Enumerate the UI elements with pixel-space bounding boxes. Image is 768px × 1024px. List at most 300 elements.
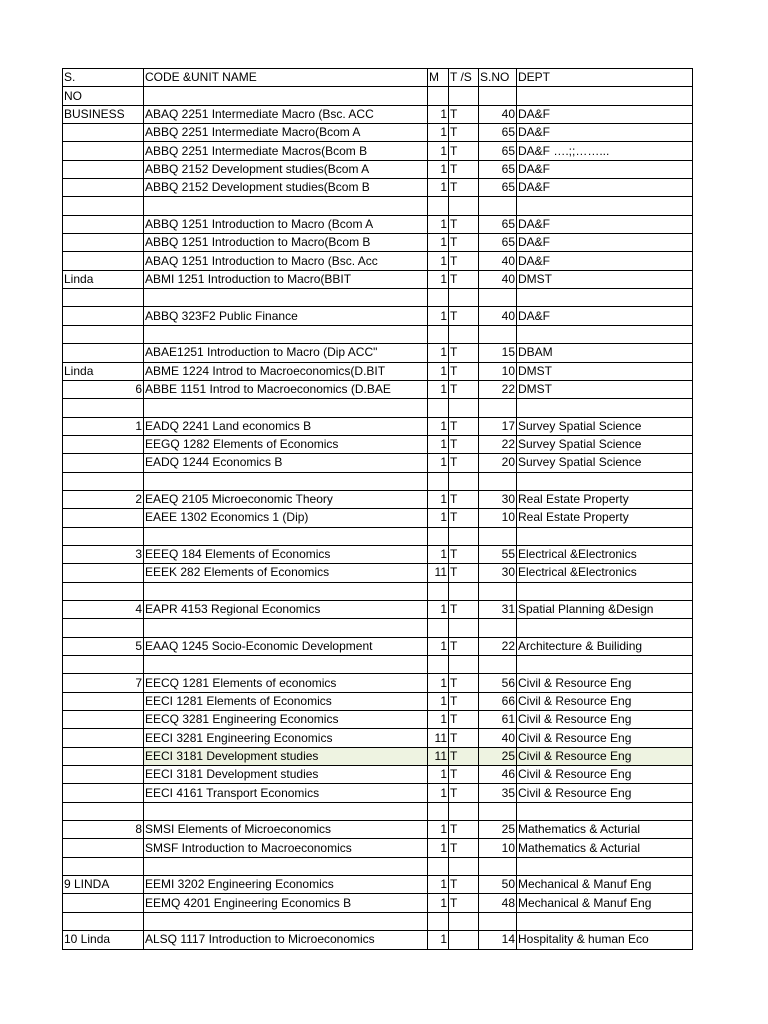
cell-m[interactable]: 1 (428, 692, 449, 710)
cell-dept[interactable]: DA&F (517, 124, 693, 142)
cell-sno[interactable] (63, 325, 144, 343)
cell-code-unit-name[interactable] (144, 802, 428, 820)
cell-code-unit-name[interactable]: EAEE 1302 Economics 1 (Dip) (144, 509, 428, 527)
cell-code-unit-name[interactable]: ABAQ 1251 Introduction to Macro (Bsc. Acc (144, 252, 428, 270)
cell-dept[interactable]: Electrical &Electronics (517, 564, 693, 582)
cell-sno[interactable]: 3 (63, 545, 144, 563)
cell-dept[interactable] (517, 802, 693, 820)
cell-ts[interactable]: T (449, 637, 479, 655)
cell-ts[interactable] (449, 289, 479, 307)
cell-student-number[interactable] (479, 857, 517, 875)
cell-student-number[interactable]: 65 (479, 142, 517, 160)
cell-code-unit-name[interactable] (144, 619, 428, 637)
cell-dept[interactable]: Electrical &Electronics (517, 545, 693, 563)
table-row (63, 619, 693, 637)
cell-sno[interactable] (63, 766, 144, 784)
header-dept[interactable]: DEPT (517, 69, 693, 87)
cell-m[interactable]: 1 (428, 821, 449, 839)
cell-student-number[interactable] (479, 289, 517, 307)
cell-dept[interactable]: Civil & Resource Eng (517, 692, 693, 710)
cell-sno[interactable] (63, 582, 144, 600)
cell-m[interactable]: 1 (428, 784, 449, 802)
cell-ts[interactable]: T (449, 876, 479, 894)
cell-code-unit-name[interactable]: EADQ 2241 Land economics B (144, 417, 428, 435)
cell-ts[interactable] (449, 619, 479, 637)
cell-ts[interactable]: T (449, 711, 479, 729)
cell-sno[interactable]: NO (63, 87, 144, 105)
cell-ts[interactable]: T (449, 490, 479, 508)
cell-m[interactable]: 1 (428, 380, 449, 398)
cell-dept[interactable]: Mathematics & Acturial (517, 821, 693, 839)
header-sno[interactable]: S. (63, 69, 144, 87)
header-code-unit-name[interactable]: CODE &UNIT NAME (144, 69, 428, 87)
cell-sno[interactable]: 2 (63, 490, 144, 508)
cell-code-unit-name[interactable]: ABME 1224 Introd to Macroeconomics(D.BIT (144, 362, 428, 380)
cell-student-number[interactable]: 22 (479, 637, 517, 655)
cell-dept[interactable]: Civil & Resource Eng (517, 784, 693, 802)
cell-sno[interactable] (63, 509, 144, 527)
cell-student-number[interactable]: 22 (479, 435, 517, 453)
cell-code-unit-name[interactable] (144, 857, 428, 875)
cell-dept[interactable]: DA&F (517, 105, 693, 123)
cell-dept[interactable] (517, 197, 693, 215)
cell-dept[interactable] (517, 619, 693, 637)
cell-sno[interactable] (63, 747, 144, 765)
cell-ts[interactable]: T (449, 600, 479, 618)
cell-sno[interactable] (63, 307, 144, 325)
cell-student-number[interactable]: 10 (479, 839, 517, 857)
cell-ts[interactable]: T (449, 545, 479, 563)
cell-m[interactable] (428, 87, 449, 105)
header-ts[interactable]: T /S (449, 69, 479, 87)
cell-m[interactable] (428, 472, 449, 490)
cell-student-number[interactable]: 35 (479, 784, 517, 802)
cell-ts[interactable]: T (449, 380, 479, 398)
cell-sno[interactable] (63, 289, 144, 307)
table-row (63, 160, 693, 178)
cell-code-unit-name[interactable]: ABBQ 2251 Intermediate Macros(Bcom B (144, 142, 428, 160)
cell-m[interactable]: 1 (428, 252, 449, 270)
cell-m[interactable]: 1 (428, 417, 449, 435)
cell-ts[interactable]: T (449, 160, 479, 178)
cell-sno[interactable]: 6 (63, 380, 144, 398)
cell-m[interactable]: 1 (428, 600, 449, 618)
cell-code-unit-name[interactable]: EECI 4161 Transport Economics (144, 784, 428, 802)
cell-code-unit-name[interactable] (144, 582, 428, 600)
cell-student-number[interactable]: 48 (479, 894, 517, 912)
cell-dept[interactable]: Real Estate Property (517, 490, 693, 508)
cell-code-unit-name[interactable]: EAAQ 1245 Socio-Economic Development (144, 637, 428, 655)
cell-code-unit-name[interactable]: ABBQ 323F2 Public Finance (144, 307, 428, 325)
cell-student-number[interactable]: 65 (479, 215, 517, 233)
cell-dept[interactable] (517, 472, 693, 490)
cell-ts[interactable]: T (449, 747, 479, 765)
cell-m[interactable]: 11 (428, 564, 449, 582)
cell-m[interactable]: 1 (428, 509, 449, 527)
header-m[interactable]: M (428, 69, 449, 87)
cell-m[interactable]: 1 (428, 270, 449, 288)
cell-dept[interactable] (517, 857, 693, 875)
cell-ts[interactable]: T (449, 215, 479, 233)
cell-ts[interactable]: T (449, 344, 479, 362)
cell-code-unit-name[interactable]: ALSQ 1117 Introduction to Microeconomics (144, 931, 428, 949)
cell-code-unit-name[interactable]: ABMI 1251 Introduction to Macro(BBIT (144, 270, 428, 288)
cell-student-number[interactable]: 15 (479, 344, 517, 362)
cell-student-number[interactable]: 65 (479, 160, 517, 178)
table-row (63, 270, 693, 288)
cell-student-number[interactable]: 61 (479, 711, 517, 729)
cell-m[interactable]: 1 (428, 344, 449, 362)
cell-student-number[interactable]: 65 (479, 179, 517, 197)
cell-m[interactable]: 1 (428, 215, 449, 233)
cell-ts[interactable]: T (449, 179, 479, 197)
cell-sno[interactable] (63, 399, 144, 417)
cell-sno[interactable] (63, 802, 144, 820)
cell-sno[interactable]: 8 (63, 821, 144, 839)
cell-m[interactable]: 11 (428, 729, 449, 747)
cell-m[interactable]: 1 (428, 105, 449, 123)
table-row (63, 325, 693, 343)
cell-student-number[interactable]: 40 (479, 307, 517, 325)
cell-code-unit-name[interactable]: ABBQ 2152 Development studies(Bcom A (144, 160, 428, 178)
cell-code-unit-name[interactable]: EEEQ 184 Elements of Economics (144, 545, 428, 563)
cell-student-number[interactable]: 65 (479, 124, 517, 142)
cell-dept[interactable]: Civil & Resource Eng (517, 711, 693, 729)
cell-student-number[interactable]: 40 (479, 729, 517, 747)
cell-ts[interactable]: T (449, 692, 479, 710)
cell-dept[interactable] (517, 399, 693, 417)
cell-sno[interactable] (63, 197, 144, 215)
cell-student-number[interactable]: 40 (479, 105, 517, 123)
cell-student-number[interactable]: 31 (479, 600, 517, 618)
cell-student-number[interactable]: 50 (479, 876, 517, 894)
cell-student-number[interactable] (479, 197, 517, 215)
cell-dept[interactable]: Civil & Resource Eng (517, 747, 693, 765)
cell-m[interactable]: 1 (428, 490, 449, 508)
cell-m[interactable]: 11 (428, 747, 449, 765)
cell-student-number[interactable] (479, 802, 517, 820)
cell-ts[interactable] (449, 656, 479, 674)
cell-dept[interactable] (517, 527, 693, 545)
cell-ts[interactable]: T (449, 124, 479, 142)
cell-dept[interactable]: Mechanical & Manuf Eng (517, 894, 693, 912)
cell-ts[interactable]: T (449, 729, 479, 747)
cell-ts[interactable] (449, 931, 479, 949)
cell-student-number[interactable] (479, 399, 517, 417)
cell-ts[interactable]: T (449, 307, 479, 325)
cell-sno[interactable] (63, 784, 144, 802)
cell-ts[interactable] (449, 582, 479, 600)
cell-student-number[interactable]: 25 (479, 821, 517, 839)
cell-sno[interactable] (63, 454, 144, 472)
cell-ts[interactable]: T (449, 821, 479, 839)
cell-code-unit-name[interactable]: EEEK 282 Elements of Economics (144, 564, 428, 582)
cell-student-number[interactable]: 40 (479, 252, 517, 270)
cell-dept[interactable]: Civil & Resource Eng (517, 766, 693, 784)
cell-ts[interactable] (449, 399, 479, 417)
cell-ts[interactable]: T (449, 564, 479, 582)
cell-dept[interactable] (517, 289, 693, 307)
cell-dept[interactable]: DMST (517, 380, 693, 398)
cell-sno[interactable] (63, 894, 144, 912)
cell-sno[interactable]: Linda (63, 270, 144, 288)
cell-dept[interactable]: Survey Spatial Science (517, 435, 693, 453)
cell-student-number[interactable]: 14 (479, 931, 517, 949)
cell-code-unit-name[interactable]: EECI 3181 Development studies (144, 747, 428, 765)
cell-m[interactable]: 1 (428, 307, 449, 325)
cell-m[interactable]: 1 (428, 160, 449, 178)
cell-ts[interactable]: T (449, 509, 479, 527)
cell-sno[interactable]: 5 (63, 637, 144, 655)
cell-code-unit-name[interactable]: ABBQ 2251 Intermediate Macro(Bcom A (144, 124, 428, 142)
cell-code-unit-name[interactable]: EEMQ 4201 Engineering Economics B (144, 894, 428, 912)
cell-dept[interactable]: Mathematics & Acturial (517, 839, 693, 857)
cell-student-number[interactable]: 46 (479, 766, 517, 784)
cell-ts[interactable]: T (449, 417, 479, 435)
cell-student-number[interactable]: 30 (479, 490, 517, 508)
cell-dept[interactable]: DA&F (517, 160, 693, 178)
cell-dept[interactable]: DA&F (517, 179, 693, 197)
cell-code-unit-name[interactable]: EECI 1281 Elements of Economics (144, 692, 428, 710)
cell-student-number[interactable]: 55 (479, 545, 517, 563)
cell-dept[interactable] (517, 912, 693, 930)
cell-code-unit-name[interactable] (144, 527, 428, 545)
cell-ts[interactable]: T (449, 894, 479, 912)
table-row (63, 234, 693, 252)
cell-student-number[interactable] (479, 582, 517, 600)
cell-ts[interactable] (449, 857, 479, 875)
cell-sno[interactable] (63, 729, 144, 747)
cell-student-number[interactable] (479, 527, 517, 545)
cell-m[interactable]: 1 (428, 894, 449, 912)
cell-code-unit-name[interactable] (144, 87, 428, 105)
cell-code-unit-name[interactable] (144, 325, 428, 343)
cell-sno[interactable] (63, 252, 144, 270)
cell-dept[interactable]: DA&F (517, 307, 693, 325)
cell-ts[interactable]: T (449, 362, 479, 380)
cell-code-unit-name[interactable]: ABBQ 1251 Introduction to Macro (Bcom A (144, 215, 428, 233)
cell-dept[interactable]: DBAM (517, 344, 693, 362)
cell-dept[interactable]: Hospitality & human Eco (517, 931, 693, 949)
cell-code-unit-name[interactable]: EAEQ 2105 Microeconomic Theory (144, 490, 428, 508)
cell-sno[interactable] (63, 160, 144, 178)
cell-student-number[interactable]: 22 (479, 380, 517, 398)
cell-code-unit-name[interactable]: ABBQ 1251 Introduction to Macro(Bcom B (144, 234, 428, 252)
cell-student-number[interactable] (479, 912, 517, 930)
header-student-number[interactable]: S.NO (479, 69, 517, 87)
cell-sno[interactable] (63, 179, 144, 197)
cell-ts[interactable] (449, 197, 479, 215)
cell-code-unit-name[interactable]: EAPR 4153 Regional Economics (144, 600, 428, 618)
cell-sno[interactable] (63, 234, 144, 252)
cell-m[interactable]: 1 (428, 124, 449, 142)
cell-dept[interactable]: DA&F (517, 215, 693, 233)
cell-sno[interactable]: 7 (63, 674, 144, 692)
cell-m[interactable] (428, 527, 449, 545)
cell-student-number[interactable] (479, 472, 517, 490)
cell-ts[interactable]: T (449, 784, 479, 802)
cell-code-unit-name[interactable]: EECI 3281 Engineering Economics (144, 729, 428, 747)
table-row (63, 656, 693, 674)
cell-student-number[interactable]: 10 (479, 362, 517, 380)
cell-m[interactable]: 1 (428, 931, 449, 949)
cell-dept[interactable]: DMST (517, 362, 693, 380)
cell-m[interactable]: 1 (428, 637, 449, 655)
cell-sno[interactable] (63, 692, 144, 710)
cell-sno[interactable] (63, 435, 144, 453)
cell-code-unit-name[interactable]: SMSI Elements of Microeconomics (144, 821, 428, 839)
cell-m[interactable]: 1 (428, 839, 449, 857)
cell-student-number[interactable]: 56 (479, 674, 517, 692)
cell-ts[interactable] (449, 325, 479, 343)
cell-sno[interactable] (63, 912, 144, 930)
cell-code-unit-name[interactable]: EEMI 3202 Engineering Economics (144, 876, 428, 894)
cell-sno[interactable] (63, 656, 144, 674)
table-row (63, 454, 693, 472)
cell-m[interactable]: 1 (428, 766, 449, 784)
cell-student-number[interactable]: 25 (479, 747, 517, 765)
cell-ts[interactable]: T (449, 454, 479, 472)
cell-ts[interactable]: T (449, 766, 479, 784)
cell-ts[interactable]: T (449, 252, 479, 270)
cell-ts[interactable] (449, 87, 479, 105)
cell-m[interactable]: 1 (428, 454, 449, 472)
cell-student-number[interactable] (479, 619, 517, 637)
cell-dept[interactable]: Mechanical & Manuf Eng (517, 876, 693, 894)
cell-dept[interactable]: Civil & Resource Eng (517, 729, 693, 747)
cell-m[interactable] (428, 857, 449, 875)
cell-code-unit-name[interactable]: EECI 3181 Development studies (144, 766, 428, 784)
cell-code-unit-name[interactable]: SMSF Introduction to Macroeconomics (144, 839, 428, 857)
cell-m[interactable] (428, 912, 449, 930)
cell-code-unit-name[interactable] (144, 197, 428, 215)
cell-sno[interactable]: 4 (63, 600, 144, 618)
cell-m[interactable]: 1 (428, 711, 449, 729)
cell-m[interactable] (428, 619, 449, 637)
cell-student-number[interactable] (479, 325, 517, 343)
cell-dept[interactable]: DA&F ….;;……... (517, 142, 693, 160)
cell-sno[interactable]: BUSINESS (63, 105, 144, 123)
cell-code-unit-name[interactable]: EECQ 1281 Elements of economics (144, 674, 428, 692)
cell-sno[interactable] (63, 472, 144, 490)
cell-ts[interactable]: T (449, 674, 479, 692)
table-row (63, 179, 693, 197)
cell-sno[interactable]: Linda (63, 362, 144, 380)
cell-dept[interactable]: Survey Spatial Science (517, 417, 693, 435)
cell-dept[interactable] (517, 656, 693, 674)
cell-sno[interactable]: 1 (63, 417, 144, 435)
cell-sno[interactable]: 9 LINDA (63, 876, 144, 894)
cell-student-number[interactable]: 65 (479, 234, 517, 252)
cell-dept[interactable] (517, 325, 693, 343)
cell-code-unit-name[interactable] (144, 399, 428, 417)
cell-ts[interactable] (449, 912, 479, 930)
cell-code-unit-name[interactable] (144, 289, 428, 307)
table-row (63, 912, 693, 930)
cell-dept[interactable]: Spatial Planning &Design (517, 600, 693, 618)
cell-ts[interactable] (449, 802, 479, 820)
cell-code-unit-name[interactable]: ABBE 1151 Introd to Macroeconomics (D.BAE (144, 380, 428, 398)
cell-sno[interactable] (63, 564, 144, 582)
cell-code-unit-name[interactable] (144, 912, 428, 930)
cell-ts[interactable] (449, 527, 479, 545)
table-row (63, 839, 693, 857)
cell-code-unit-name[interactable]: EECQ 3281 Engineering Economics (144, 711, 428, 729)
cell-sno[interactable] (63, 711, 144, 729)
cell-m[interactable]: 1 (428, 545, 449, 563)
cell-dept[interactable] (517, 87, 693, 105)
cell-dept[interactable]: DA&F (517, 252, 693, 270)
cell-m[interactable]: 1 (428, 234, 449, 252)
cell-ts[interactable]: T (449, 105, 479, 123)
cell-dept[interactable]: Civil & Resource Eng (517, 674, 693, 692)
cell-code-unit-name[interactable] (144, 472, 428, 490)
cell-student-number[interactable]: 40 (479, 270, 517, 288)
cell-ts[interactable]: T (449, 435, 479, 453)
cell-m[interactable]: 1 (428, 142, 449, 160)
cell-student-number[interactable]: 10 (479, 509, 517, 527)
cell-dept[interactable]: Survey Spatial Science (517, 454, 693, 472)
cell-dept[interactable]: DA&F (517, 234, 693, 252)
cell-code-unit-name[interactable] (144, 656, 428, 674)
cell-dept[interactable]: DMST (517, 270, 693, 288)
cell-dept[interactable] (517, 582, 693, 600)
cell-ts[interactable]: T (449, 270, 479, 288)
cell-code-unit-name[interactable]: ABBQ 2152 Development studies(Bcom B (144, 179, 428, 197)
cell-m[interactable]: 1 (428, 362, 449, 380)
cell-m[interactable] (428, 197, 449, 215)
cell-m[interactable] (428, 656, 449, 674)
cell-sno[interactable] (63, 142, 144, 160)
cell-code-unit-name[interactable]: ABAQ 2251 Intermediate Macro (Bsc. ACC (144, 105, 428, 123)
cell-m[interactable]: 1 (428, 179, 449, 197)
cell-sno[interactable] (63, 215, 144, 233)
cell-m[interactable]: 1 (428, 435, 449, 453)
cell-sno[interactable] (63, 344, 144, 362)
cell-m[interactable] (428, 399, 449, 417)
cell-sno[interactable] (63, 124, 144, 142)
cell-m[interactable] (428, 289, 449, 307)
cell-student-number[interactable]: 66 (479, 692, 517, 710)
cell-code-unit-name[interactable]: EEGQ 1282 Elements of Economics (144, 435, 428, 453)
cell-student-number[interactable]: 30 (479, 564, 517, 582)
cell-student-number[interactable] (479, 87, 517, 105)
cell-code-unit-name[interactable]: EADQ 1244 Economics B (144, 454, 428, 472)
cell-student-number[interactable] (479, 656, 517, 674)
cell-ts[interactable]: T (449, 142, 479, 160)
cell-ts[interactable]: T (449, 234, 479, 252)
cell-m[interactable]: 1 (428, 674, 449, 692)
table-row (63, 490, 693, 508)
cell-sno[interactable] (63, 857, 144, 875)
cell-m[interactable]: 1 (428, 876, 449, 894)
cell-ts[interactable] (449, 472, 479, 490)
cell-sno[interactable]: 10 Linda (63, 931, 144, 949)
cell-m[interactable] (428, 325, 449, 343)
cell-sno[interactable] (63, 527, 144, 545)
cell-dept[interactable]: Architecture & Builiding (517, 637, 693, 655)
cell-student-number[interactable]: 17 (479, 417, 517, 435)
cell-dept[interactable]: Real Estate Property (517, 509, 693, 527)
table-row (63, 784, 693, 802)
cell-m[interactable] (428, 802, 449, 820)
cell-sno[interactable] (63, 839, 144, 857)
cell-sno[interactable] (63, 619, 144, 637)
cell-ts[interactable]: T (449, 839, 479, 857)
cell-student-number[interactable]: 20 (479, 454, 517, 472)
cell-m[interactable] (428, 582, 449, 600)
cell-code-unit-name[interactable]: ABAE1251 Introduction to Macro (Dip ACC" (144, 344, 428, 362)
